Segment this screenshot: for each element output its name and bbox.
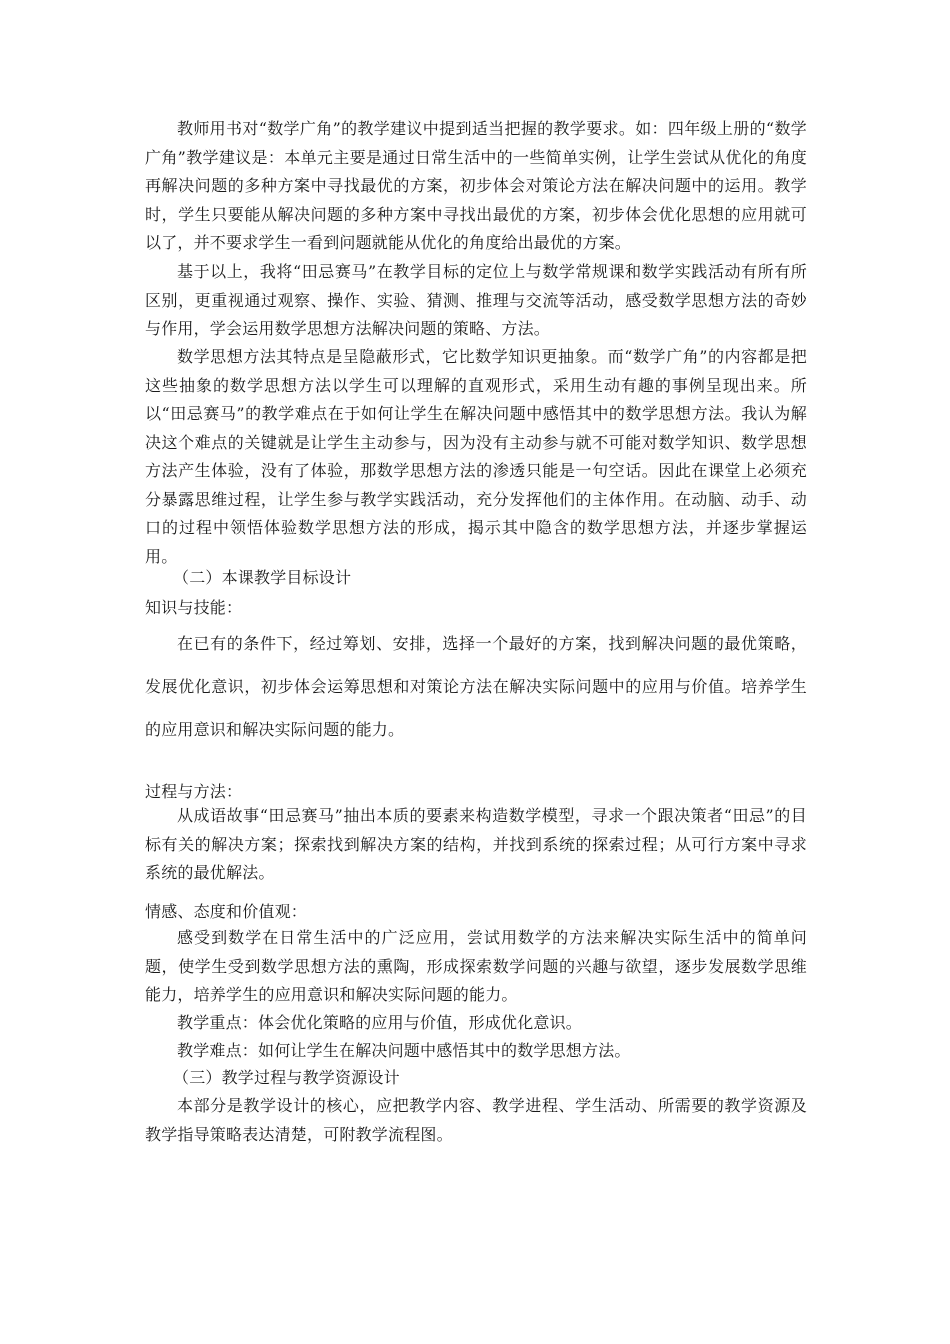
paragraph-process-design: 本部分是教学设计的核心，应把教学内容、教学进程、学生活动、所需要的教学资源及教学指导策略表达清楚，可附教学流程图。 (145, 1096, 807, 1144)
paragraph-goal-positioning: 基于以上，我将“田忌赛马”在教学目标的定位上与数学常规课和数学实践活动有所有所区别，更重视通过观察、操作、实验、猜测、推理与交流等活动，感受数学思想方法的奇妙与作用，学会运用数学思想方法解决问题的策略、方法。 (145, 262, 807, 338)
label-emotion-values: 情感、态度和价值观： (145, 902, 308, 921)
section-heading-process: （三）教学过程与教学资源设计 (173, 1068, 400, 1087)
teaching-key-point: 教学重点：体会优化策略的应用与价值，形成优化意识。 (177, 1013, 583, 1032)
section-heading-objectives: （二）本课教学目标设计 (173, 568, 352, 587)
paragraph-process-methods: 从成语故事“田忌赛马”抽出本质的要素来构造数学模型，寻求一个跟决策者“田忌”的目标有关的解决方案；探索找到解决方案的结构，并找到系统的探索过程；从可行方案中寻求系统的最优解法。 (145, 806, 807, 882)
label-process-methods: 过程与方法： (145, 782, 243, 801)
label-knowledge-skills: 知识与技能： (145, 598, 243, 617)
paragraph-difficulty-analysis: 数学思想方法其特点是呈隐蔽形式，它比数学知识更抽象。而“数学广角”的内容都是把这些抽象的数学思想方法以学生可以理解的直观形式，采用生动有趣的事例呈现出来。所以“田忌赛马”的教学难点在于如何让学生在解决问题中感悟其中的数学思想方法。我认为解决这个难点的关键就是让学生主动参与，因为没有主动参与就不可能对数学知识、数学思想方法产生体验，没有了体验，那数学思想方法的渗透只能是一句空话。因此在课堂上必须充分暴露思维过程，让学生参与教学实践活动，充分发挥他们的主体作用。在动脑、动手、动口的过程中领悟体验数学思想方法的形成，揭示其中隐含的数学思想方法，并逐步掌握运用。 (145, 347, 807, 566)
paragraph-knowledge-skills: 在已有的条件下，经过筹划、安排，选择一个最好的方案，找到解决问题的最优策略，发展优化意识，初步体会运筹思想和对策论方法在解决实际问题中的应用与价值。培养学生的应用意识和解决实际问题的能力。 (145, 634, 807, 739)
paragraph-teaching-suggestion: 教师用书对“数学广角”的教学建议中提到适当把握的教学要求。如：四年级上册的“数学广角”教学建议是：本单元主要是通过日常生活中的一些简单实例，让学生尝试从优化的角度再解决问题的多种方案中寻找最优的方案，初步体会对策论方法在解决问题中的运用。教学时，学生只要能从解决问题的多种方案中寻找出最优的方案，初步体会优化思想的应用就可以了，并不要求学生一看到问题就能从优化的角度给出最优的方案。 (145, 119, 807, 252)
teaching-difficulty: 教学难点：如何让学生在解决问题中感悟其中的数学思想方法。 (177, 1041, 631, 1060)
paragraph-emotion-values: 感受到数学在日常生活中的广泛应用，尝试用数学的方法来解决实际生活中的简单问题，使学生受到数学思想方法的熏陶，形成探索数学问题的兴趣与欲望，逐步发展数学思维能力，培养学生的应用意识和解决实际问题的能力。 (145, 928, 807, 1004)
